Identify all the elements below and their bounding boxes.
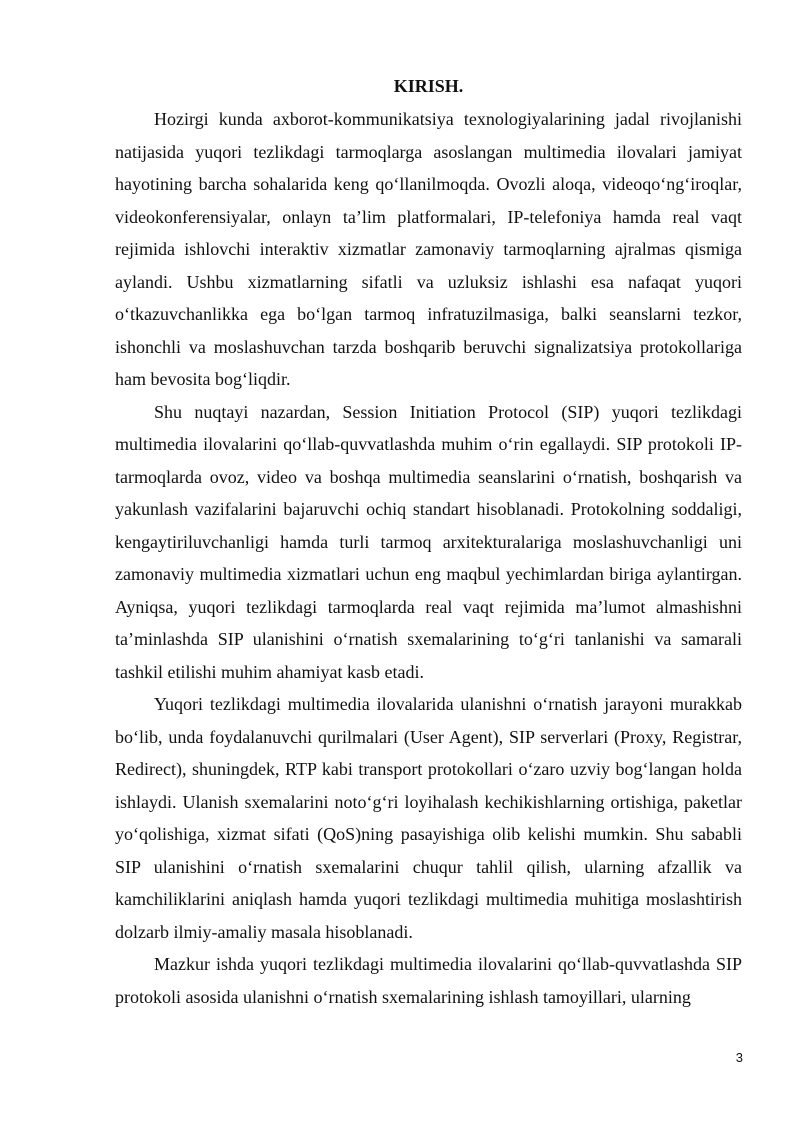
paragraph-4: Mazkur ishda yuqori tezlikdagi multimedia ilovalarini qo‘llab-quvvatlashda SIP protokoli asosida ulanishni o‘rnatish sxemalarining ishlash tamoyillari, ularning: [115, 954, 742, 1007]
paragraph-1: Hozirgi kunda axborot-kommunikatsiya texnologiyalarining jadal rivojlanishi natijasida yuqori tezlikdagi tarmoqlarga asoslangan multimedia ilovalari jamiyat hayotining barcha sohalarida keng qo‘llanilmoqda. Ovozli aloqa, videoqo‘ng‘iroqlar, videokonferensiyalar, onlayn ta’lim platformalari, IP-telefoniya hamda real vaqt rejimida ishlovchi interaktiv xizmatlar zamonaviy tarmoqlarning ajralmas qismiga aylandi. Ushbu xizmatlarning sifatli va uzluksiz ishlashi esa nafaqat yuqori o‘tkazuvchanlikka ega bo‘lgan tarmoq infratuzilmasiga, balki seanslarni tezkor, ishonchli va moslashuvchan tarzda boshqarib beruvchi signalizatsiya protokollariga ham bevosita bog‘liqdir.: [115, 109, 742, 389]
section-title: KIRISH.: [393, 76, 464, 96]
body-text: [115, 103, 742, 1013]
paragraph-2: Shu nuqtayi nazardan, Session Initiation Protocol (SIP) yuqori tezlikdagi multimedia ilovalarini qo‘llab-quvvatlashda muhim o‘rin egallaydi. SIP protokoli IP-tarmoqlarda ovoz, video va boshqa multimedia seanslarini o‘rnatish, boshqarish va yakunlash vazifalarini bajaruvchi ochiq standart hisoblanadi. Protokolning soddaligi, kengaytiriluvchanligi hamda turli tarmoq arxitekturalariga moslashuvchanligi uni zamonaviy multimedia xizmatlari uchun eng maqbul yechimlardan biriga aylantirgan. Ayniqsa, yuqori tezlikdagi tarmoqlarda real vaqt rejimida ma’lumot almashishni ta’minlashda SIP ulanishini o‘rnatish sxemalarining to‘g‘ri tanlanishi va samarali tashkil etilishi muhim ahamiyat kasb etadi.: [115, 401, 742, 682]
paragraph-3: Yuqori tezlikdagi multimedia ilovalarida ulanishni o‘rnatish jarayoni murakkab bo‘lib, unda foydalanuvchi qurilmalari (User Agent), SIP serverlari (Proxy, Registrar, Redirect), shuningdek, RTP kabi transport protokollari o‘zaro uzviy bog‘langan holda ishlaydi. Ulanish sxemalarini noto‘g‘ri loyihalash kechikishlarning ortishiga, paketlar yo‘qolishiga, xizmat sifati (QoS)ning pasayishiga olib kelishi mumkin. Shu sababli SIP ulanishini o‘rnatish sxemalarini chuqur tahlil qilish, ularning afzallik va kamchiliklarini aniqlash hamda yuqori tezlikdagi multimedia muhitiga moslashtirish dolzarb ilmiy-amaliy masala hisoblanadi.: [115, 694, 742, 942]
page-number: 3: [735, 1050, 743, 1065]
